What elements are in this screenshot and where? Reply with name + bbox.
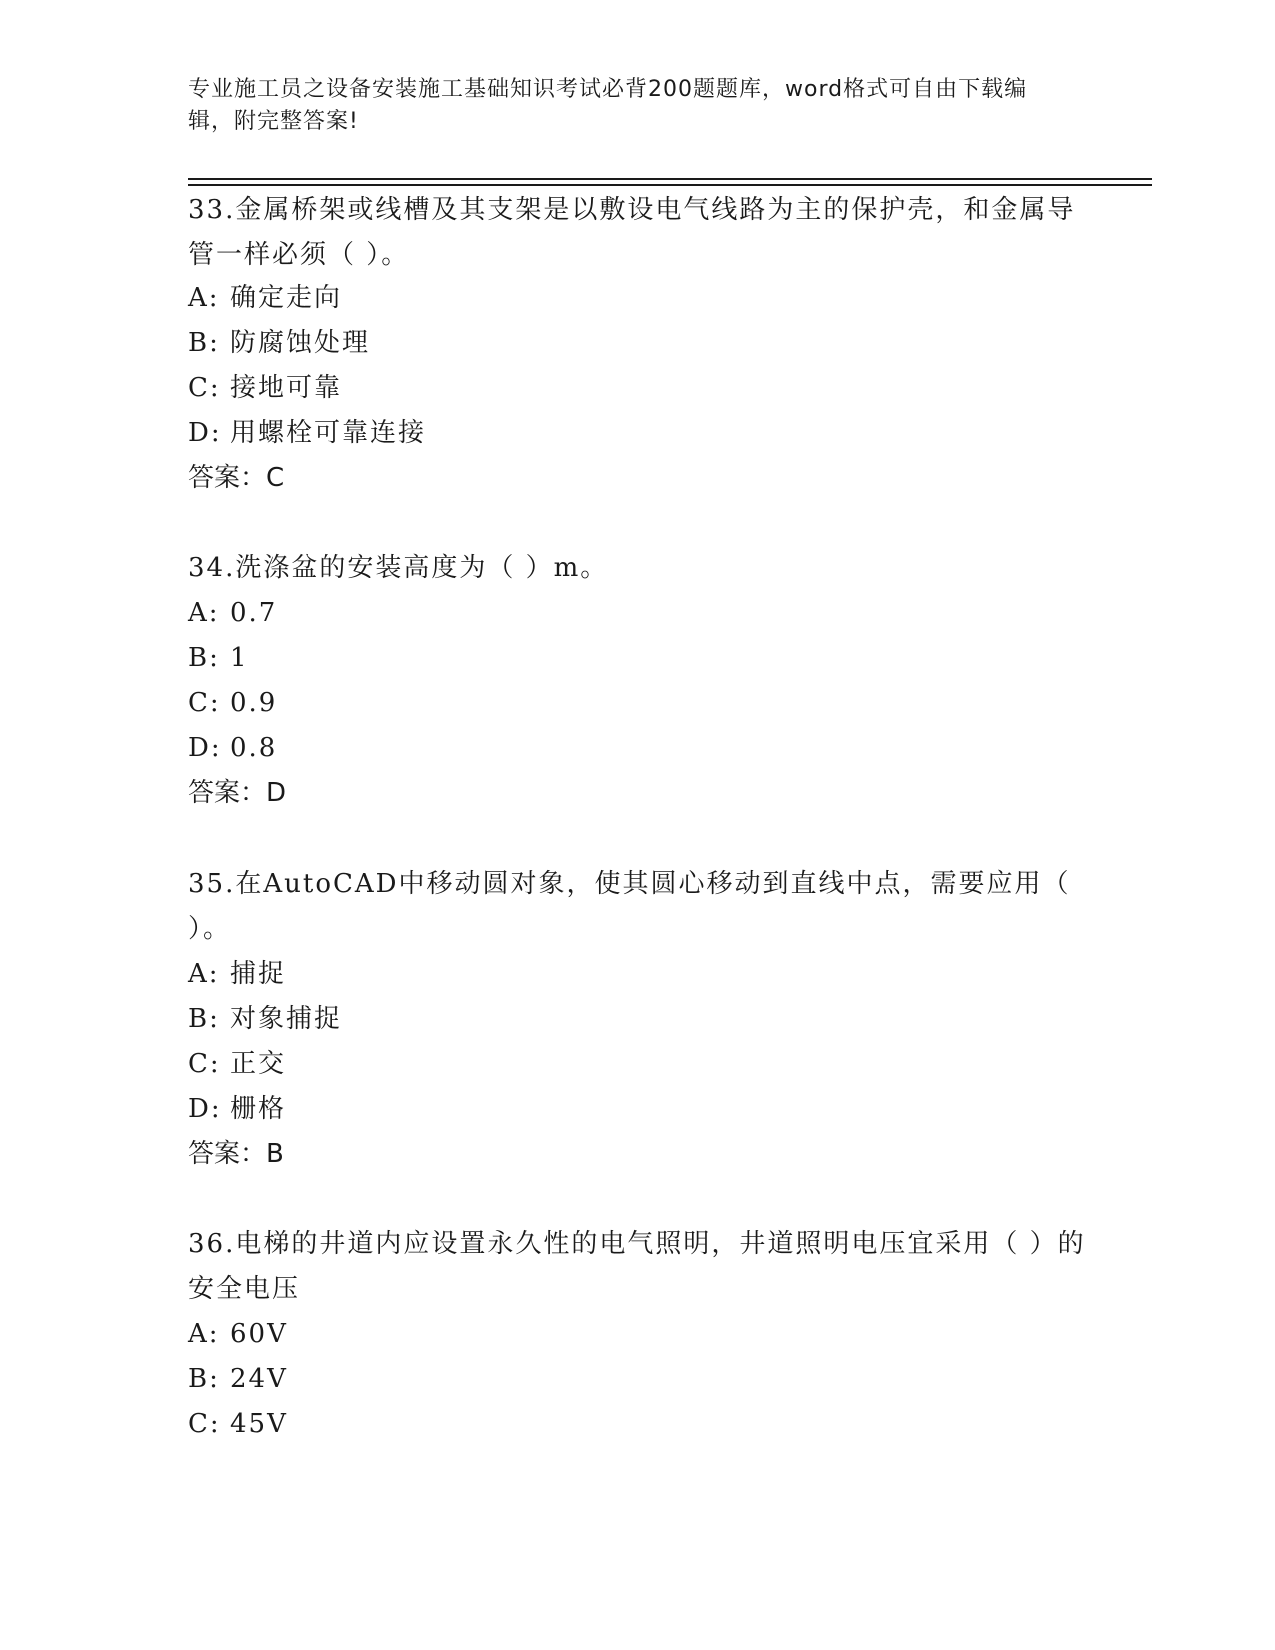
question-34-text: 34.洗涤盆的安装高度为（ ）m。 xyxy=(188,553,609,583)
question-34-option-b: B: 1 xyxy=(188,643,249,673)
question-34-answer: 答案：D xyxy=(188,778,287,808)
question-33-answer: 答案：C xyxy=(188,463,285,493)
header-divider-top xyxy=(188,178,1152,180)
question-33-option-b: B: 防腐蚀处理 xyxy=(188,328,371,358)
header-divider-bottom xyxy=(188,184,1152,186)
question-33-text: 33.金属桥架或线槽及其支架是以敷设电气线路为主的保护壳，和金属导管一样必须（ ）。 xyxy=(188,195,1076,270)
question-36-option-a: A: 60V xyxy=(188,1319,288,1349)
question-35-text: 35.在AutoCAD中移动圆对象，使其圆心移动到直线中点，需要应用（ ）。 xyxy=(188,869,1071,944)
question-33-option-a: A: 确定走向 xyxy=(188,283,343,313)
question-33-option-c: C: 接地可靠 xyxy=(188,373,343,403)
question-35-option-c: C: 正交 xyxy=(188,1049,287,1079)
question-36-text: 36.电梯的井道内应设置永久性的电气照明，井道照明电压宜采用（ ）的安全电压 xyxy=(188,1229,1086,1304)
question-34-option-a: A: 0.7 xyxy=(188,598,278,628)
question-35-option-a: A: 捕捉 xyxy=(188,959,287,989)
question-36-option-c: C: 45V xyxy=(188,1409,288,1439)
question-34-option-c: C: 0.9 xyxy=(188,688,278,718)
question-34-option-d: D: 0.8 xyxy=(188,733,278,763)
question-35-answer: 答案：B xyxy=(188,1139,284,1169)
question-33-option-d: D: 用螺栓可靠连接 xyxy=(188,418,427,448)
question-35-option-b: B: 对象捕捉 xyxy=(188,1004,343,1034)
question-36-option-b: B: 24V xyxy=(188,1364,288,1394)
document-header: 专业施工员之设备安装施工基础知识考试必背200题题库，word格式可自由下载编辑，附完整答案! xyxy=(188,77,1028,134)
question-35-option-d: D: 栅格 xyxy=(188,1094,287,1124)
